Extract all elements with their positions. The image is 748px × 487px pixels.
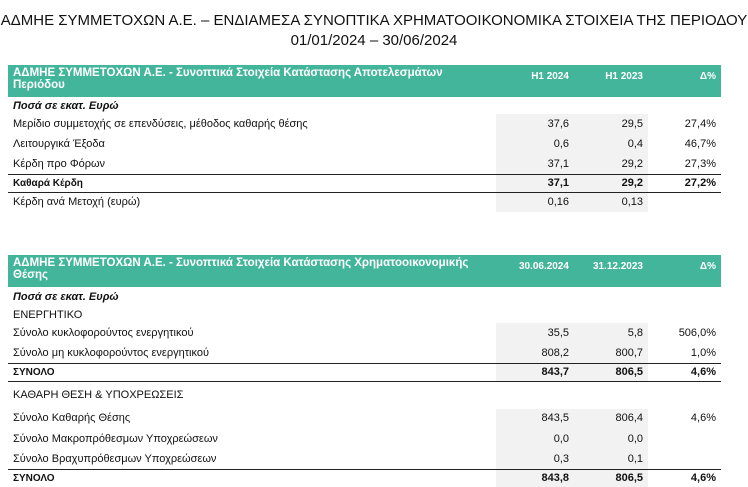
value-change: 27,3% [684,157,716,170]
table-row [8,409,721,429]
value-change: 4,6% [648,363,721,381]
table-row [8,343,721,363]
value-prior: 806,4 [574,409,648,429]
value-current: 843,8 [496,469,574,487]
value-prior: 29,5 [574,114,648,134]
row-label: ΣΥΝΟΛΟ [8,363,496,381]
row-label: Σύνολο Βραχυπρόθεσμων Υποχρεώσεων [13,452,217,465]
units-row [8,97,721,114]
section-row-assets [8,306,721,323]
column-header-change: Δ% [648,65,721,97]
value-current: 0,6 [496,134,574,154]
column-header-change: Δ% [648,255,721,287]
table-row [8,114,721,134]
value-change: 46,7% [684,138,716,150]
row-label: Σύνολο Μακροπρόθεσμων Υποχρεώσεων [13,433,218,445]
row-label: ΣΥΝΟΛΟ [8,469,496,487]
income-statement-table [8,65,721,212]
value-prior: 0,1 [574,449,648,469]
value-current: 0,0 [496,429,574,449]
table-row [8,323,721,343]
value-current: 37,1 [496,174,574,192]
value-change: 506,0% [678,327,716,339]
report-period: 01/01/2024 – 30/06/2024 [290,32,458,49]
value-change [648,192,721,212]
income-table-title: ΑΔΜΗΕ ΣΥΜΜΕΤΟΧΩΝ Α.Ε. - Συνοπτικά Στοιχεία Κατάστασης Αποτελεσμάτων Περιόδου [8,65,496,97]
value-prior: 0,0 [574,429,648,449]
value-change: 27,4% [684,118,716,130]
total-row [8,174,721,192]
value-current: 843,7 [496,363,574,381]
table-row [8,154,721,174]
units-row [8,287,721,306]
value-current: 37,6 [496,114,574,134]
total-row [8,469,721,487]
value-prior: 800,7 [574,343,648,363]
row-label: Κέρδη προ Φόρων [13,157,106,170]
value-prior: 0,4 [574,134,648,154]
table-row [8,449,721,469]
value-change: 4,6% [690,412,716,424]
column-header-h1-2023: H1 2023 [574,65,648,97]
section-row-equity [8,381,721,409]
value-change: 1,0% [690,346,716,359]
row-label: Κέρδη ανά Μετοχή (ευρώ) [13,196,141,209]
value-change [648,429,721,449]
row-label: Σύνολο κυκλοφορούντος ενεργητικού [13,327,194,339]
units-label: Ποσά σε εκατ. Ευρώ [13,290,119,303]
value-current: 0,3 [496,449,574,469]
balance-sheet-table [8,255,721,487]
column-header-h1-2024: H1 2024 [496,65,574,97]
value-prior: 806,5 [574,363,648,381]
value-change: 27,2% [648,174,721,192]
balance-table-title: ΑΔΜΗΕ ΣΥΜΜΕΤΟΧΩΝ Α.Ε. - Συνοπτικά Στοιχεία Κατάστασης Χρηματοοικονομικής Θέσης [8,255,496,287]
total-row [8,363,721,381]
value-current: 35,5 [496,323,574,343]
value-current: 808,2 [496,343,574,363]
value-prior: 0,13 [574,192,648,212]
value-prior: 29,2 [574,174,648,192]
row-label: Σύνολο μη κυκλοφορούντος ενεργητικού [13,346,209,359]
report-title: ΑΔΜΗΕ ΣΥΜΜΕΤΟΧΩΝ Α.Ε. – ΕΝΔΙΑΜΕΣΑ ΣΥΝΟΠΤΙΚΑ ΧΡΗΜΑΤΟΟΙΚΟΝΟΜΙΚΑ ΣΤΟΙΧΕΙΑ ΤΗΣ ΠΕΡΙΟΔΟΥ [0,12,748,29]
value-current: 843,5 [496,409,574,429]
section-label: ΕΝΕΡΓΗΤΙΚΟ [13,308,83,321]
value-current: 0,16 [496,192,574,212]
column-header-date-current: 30.06.2024 [496,255,574,287]
value-prior: 5,8 [574,323,648,343]
section-label: ΚΑΘΑΡΗ ΘΕΣΗ & ΥΠΟΧΡΕΩΣΕΙΣ [13,389,184,402]
row-label: Λειτουργικά Έξοδα [13,138,105,150]
value-prior: 806,5 [574,469,648,487]
table-row [8,192,721,212]
table-row [8,134,721,154]
value-prior: 29,2 [574,154,648,174]
table-row [8,429,721,449]
row-label: Σύνολο Καθαρής Θέσης [13,412,131,424]
value-change [648,449,721,469]
table-header-row [8,65,721,97]
row-label: Καθαρά Κέρδη [8,174,496,192]
row-label: Μερίδιο συμμετοχής σε επενδύσεις, μέθοδος καθαρής θέσης [13,118,308,130]
value-change: 4,6% [648,469,721,487]
column-header-date-prior: 31.12.2023 [574,255,648,287]
value-current: 37,1 [496,154,574,174]
units-label: Ποσά σε εκατ. Ευρώ [13,99,119,112]
table-header-row [8,255,721,287]
